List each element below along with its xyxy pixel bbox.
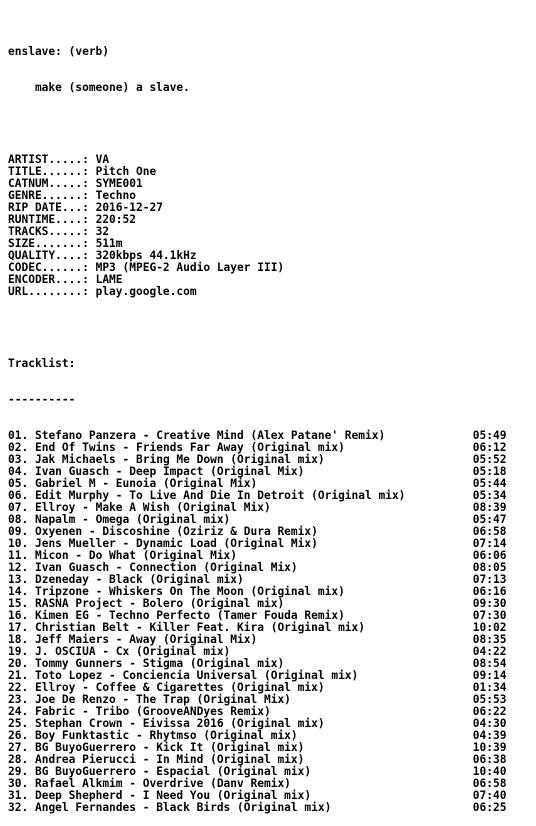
tracklist-heading: Tracklist: [8,357,76,370]
track-title: RASNA Project - Bolero (Original mix) [34,597,285,610]
tracklist [8,430,506,814]
track-title: Jak Michaels - Bring Me Down (Original mix) [34,453,325,466]
track-number: 18. [8,633,29,646]
track-number: 01. [8,429,29,442]
info-key: RIP DATE...: [8,201,89,214]
track-title: Stefano Panzera - Creative Mind (Alex Patane' Remix) [34,429,386,442]
track-number: 21. [8,669,29,682]
track-duration: 06:58 [472,525,507,538]
info-key: RUNTIME....: [8,213,89,226]
info-key: QUALITY....: [8,249,89,262]
track-duration: 06:12 [472,441,507,454]
track-duration: 06:06 [472,549,507,562]
track-number: 22. [8,681,29,694]
track-number: 15. [8,597,29,610]
track-title: BG BuyoGuerrero - Kick It (Original mix) [34,741,305,754]
track-duration: 07:14 [472,537,507,550]
track-title: Tripzone - Whiskers On The Moon (Original mix) [34,585,345,598]
info-key: ENCODER....: [8,273,89,286]
definition-line: enslave: (verb) [8,45,110,58]
track-number: 30. [8,777,29,790]
info-value: Techno [95,189,136,202]
nfo-document [8,22,506,826]
track-title: Toto Lopez - Conciencia Universal (Original mix) [34,669,359,682]
track-title: Napalm - Omega (Original mix) [34,513,231,526]
track-title: Fabric - Tribo (GrooveANDyes Remix) [34,705,271,718]
definition-line: make (someone) a slave. [8,81,190,94]
track-title: Christian Belt - Killer Feat. Kira (Original mix) [34,621,366,634]
info-value: LAME [95,273,123,286]
track-duration: 05:53 [472,693,507,706]
track-number: 07. [8,501,29,514]
track-duration: 08:05 [472,561,507,574]
info-value: Pitch One [95,165,157,178]
track-duration: 10:40 [472,765,507,778]
track-title: Deep Shepherd - I Need You (Original mix) [34,789,312,802]
track-number: 10. [8,537,29,550]
track-number: 02. [8,441,29,454]
track-number: 32. [8,801,29,814]
track-title: Stephan Crown - Eivissa 2016 (Original mix) [34,717,325,730]
info-value: 320kbps 44.1kHz [95,249,197,262]
track-duration: 08:39 [472,501,507,514]
track-duration: 06:16 [472,585,507,598]
track-number: 14. [8,585,29,598]
track-duration: 05:49 [472,429,507,442]
track-number: 13. [8,573,29,586]
track-number: 11. [8,549,29,562]
info-key: GENRE......: [8,189,89,202]
tracklist-underline: ---------- [8,393,76,406]
track-number: 08. [8,513,29,526]
track-number: 23. [8,693,29,706]
track-duration: 06:58 [472,777,507,790]
track-title: Edit Murphy - To Live And Die In Detroit (Original mix) [34,489,406,502]
track-duration: 05:34 [472,489,507,502]
track-title: Jens Mueller - Dynamic Load (Original Mix) [34,537,318,550]
info-row [8,286,506,298]
track-number: 31. [8,789,29,802]
info-key: TRACKS.....: [8,225,89,238]
info-value: 220:52 [95,213,136,226]
track-duration: 08:54 [472,657,507,670]
track-title: Ellroy - Coffee & Cigarettes (Original mix) [34,681,325,694]
track-title: Joe De Renzo - The Trap (Original Mix) [34,693,291,706]
track-duration: 05:52 [472,453,507,466]
blank-line [8,322,506,334]
track-title: Ivan Guasch - Connection (Original Mix) [34,561,298,574]
track-duration: 05:18 [472,465,507,478]
info-key: CATNUM.....: [8,177,89,190]
info-value: SYME001 [95,177,143,190]
info-value: 2016-12-27 [95,201,163,214]
blank-line [8,118,506,130]
track-title: Dzeneday - Black (Original mix) [34,573,244,586]
track-duration: 04:30 [472,717,507,730]
track-duration: 06:25 [472,801,507,814]
track-number: 17. [8,621,29,634]
track-title: J. OSCIUA - Cx (Original mix) [34,645,231,658]
track-title: Jeff Maiers - Away (Original Mix) [34,633,258,646]
track-duration: 05:44 [472,477,507,490]
track-title: Angel Fernandes - Black Birds (Original mix) [34,801,332,814]
track-number: 09. [8,525,29,538]
info-key: ARTIST.....: [8,153,89,166]
info-key: URL........: [8,285,89,298]
track-title: Boy Funktastic - Rhytmso (Original mix) [34,729,298,742]
track-number: 05. [8,477,29,490]
track-duration: 07:30 [472,609,507,622]
track-title: Oxyenen - Discoshine (Oziriz & Dura Remix) [34,525,318,538]
track-title: End Of Twins - Friends Far Away (Original mix) [34,441,345,454]
track-duration: 07:40 [472,789,507,802]
track-number: 27. [8,741,29,754]
track-title: Kimen EG - Techno Perfecto (Tamer Fouda Remix) [34,609,345,622]
info-value: 511m [95,237,123,250]
track-number: 16. [8,609,29,622]
track-number: 12. [8,561,29,574]
track-duration: 04:22 [472,645,507,658]
track-duration: 10:02 [472,621,507,634]
track-number: 24. [8,705,29,718]
track-number: 06. [8,489,29,502]
info-value: 32 [95,225,110,238]
track-duration: 07:13 [472,573,507,586]
track-number: 03. [8,453,29,466]
info-value: VA [95,153,110,166]
info-value: MP3 (MPEG-2 Audio Layer III) [95,261,285,274]
track-number: 19. [8,645,29,658]
track-duration: 04:39 [472,729,507,742]
track-number: 28. [8,753,29,766]
track-duration: 10:39 [472,741,507,754]
track-title: Ellroy - Make A Wish (Original Mix) [34,501,271,514]
track-number: 20. [8,657,29,670]
track-number: 04. [8,465,29,478]
info-key: TITLE......: [8,165,89,178]
track-number: 26. [8,729,29,742]
track-duration: 09:30 [472,597,507,610]
track-number: 29. [8,765,29,778]
track-duration: 09:14 [472,669,507,682]
release-info [8,154,506,298]
track-title: Micon - Do What (Original Mix) [34,549,238,562]
info-value: play.google.com [95,285,197,298]
track-title: Ivan Guasch - Deep Impact (Original Mix) [34,465,305,478]
track-title: Andrea Pierucci - In Mind (Original mix) [34,753,305,766]
track-duration: 05:47 [472,513,507,526]
track-row [8,802,506,814]
info-key: SIZE.......: [8,237,89,250]
track-title: BG BuyoGuerrero - Espacial (Original mix) [34,765,312,778]
track-number: 25. [8,717,29,730]
track-duration: 08:35 [472,633,507,646]
info-key: CODEC......: [8,261,89,274]
track-title: Tommy Gunners - Stigma (Original mix) [34,657,285,670]
track-duration: 06:22 [472,705,507,718]
track-title: Gabriel M - Eunoia (Original Mix) [34,477,258,490]
track-title: Rafael Alkmim - Overdrive (Danv Remix) [34,777,291,790]
track-duration: 01:34 [472,681,507,694]
track-duration: 06:38 [472,753,507,766]
